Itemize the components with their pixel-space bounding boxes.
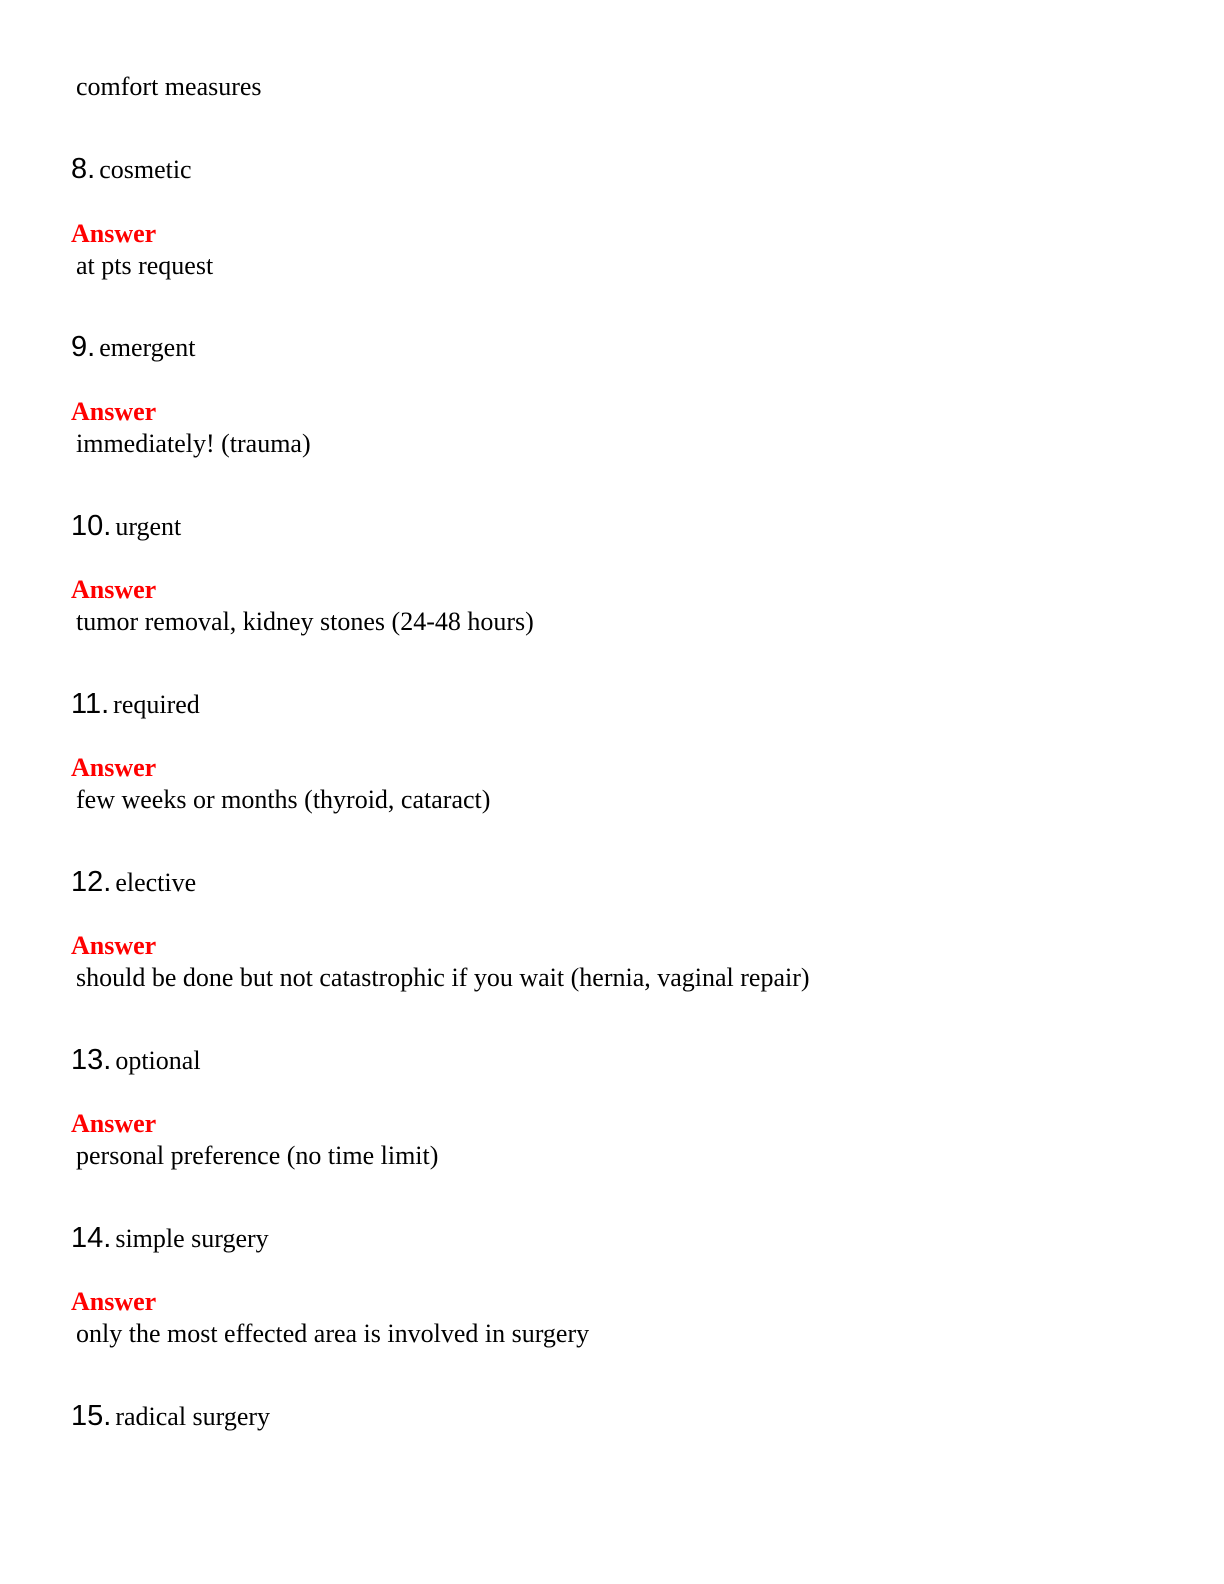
- question-14: [71, 1222, 269, 1255]
- question-term: elective: [115, 868, 197, 897]
- question-12: [71, 866, 196, 899]
- leading-answer-text: comfort measures: [76, 72, 262, 101]
- answer-label: Answer: [71, 1287, 157, 1316]
- question-13: [71, 1044, 201, 1077]
- question-8: [71, 153, 192, 186]
- question-term: required: [113, 690, 200, 719]
- question-term: simple surgery: [115, 1224, 269, 1253]
- answer-text: should be done but not catastrophic if you wait (hernia, vaginal repair): [76, 963, 810, 992]
- question-term: radical surgery: [115, 1402, 271, 1431]
- question-15: [71, 1400, 270, 1433]
- question-10: [71, 510, 181, 543]
- answer-text: only the most effected area is involved in surgery: [76, 1319, 590, 1348]
- question-number: 13.: [71, 1044, 112, 1076]
- answer-text: tumor removal, kidney stones (24-48 hours): [76, 607, 534, 636]
- question-number: 8.: [71, 153, 96, 185]
- answer-label: Answer: [71, 219, 157, 248]
- answer-label: Answer: [71, 575, 157, 604]
- question-term: cosmetic: [99, 155, 192, 184]
- question-term: optional: [115, 1046, 201, 1075]
- answer-text: personal preference (no time limit): [76, 1141, 439, 1170]
- answer-label: Answer: [71, 931, 157, 960]
- question-number: 15.: [71, 1400, 112, 1432]
- answer-text: few weeks or months (thyroid, cataract): [76, 785, 491, 814]
- question-term: emergent: [99, 333, 196, 362]
- question-term: urgent: [115, 512, 182, 541]
- question-number: 12.: [71, 866, 112, 898]
- question-number: 9.: [71, 331, 96, 363]
- question-number: 11.: [71, 688, 110, 720]
- question-number: 10.: [71, 510, 112, 542]
- answer-label: Answer: [71, 753, 157, 782]
- question-number: 14.: [71, 1222, 112, 1254]
- answer-text: at pts request: [76, 251, 214, 280]
- question-9: [71, 331, 195, 364]
- answer-text: immediately! (trauma): [76, 429, 311, 458]
- question-11: [71, 688, 200, 721]
- answer-label: Answer: [71, 1109, 157, 1138]
- answer-label: Answer: [71, 397, 157, 426]
